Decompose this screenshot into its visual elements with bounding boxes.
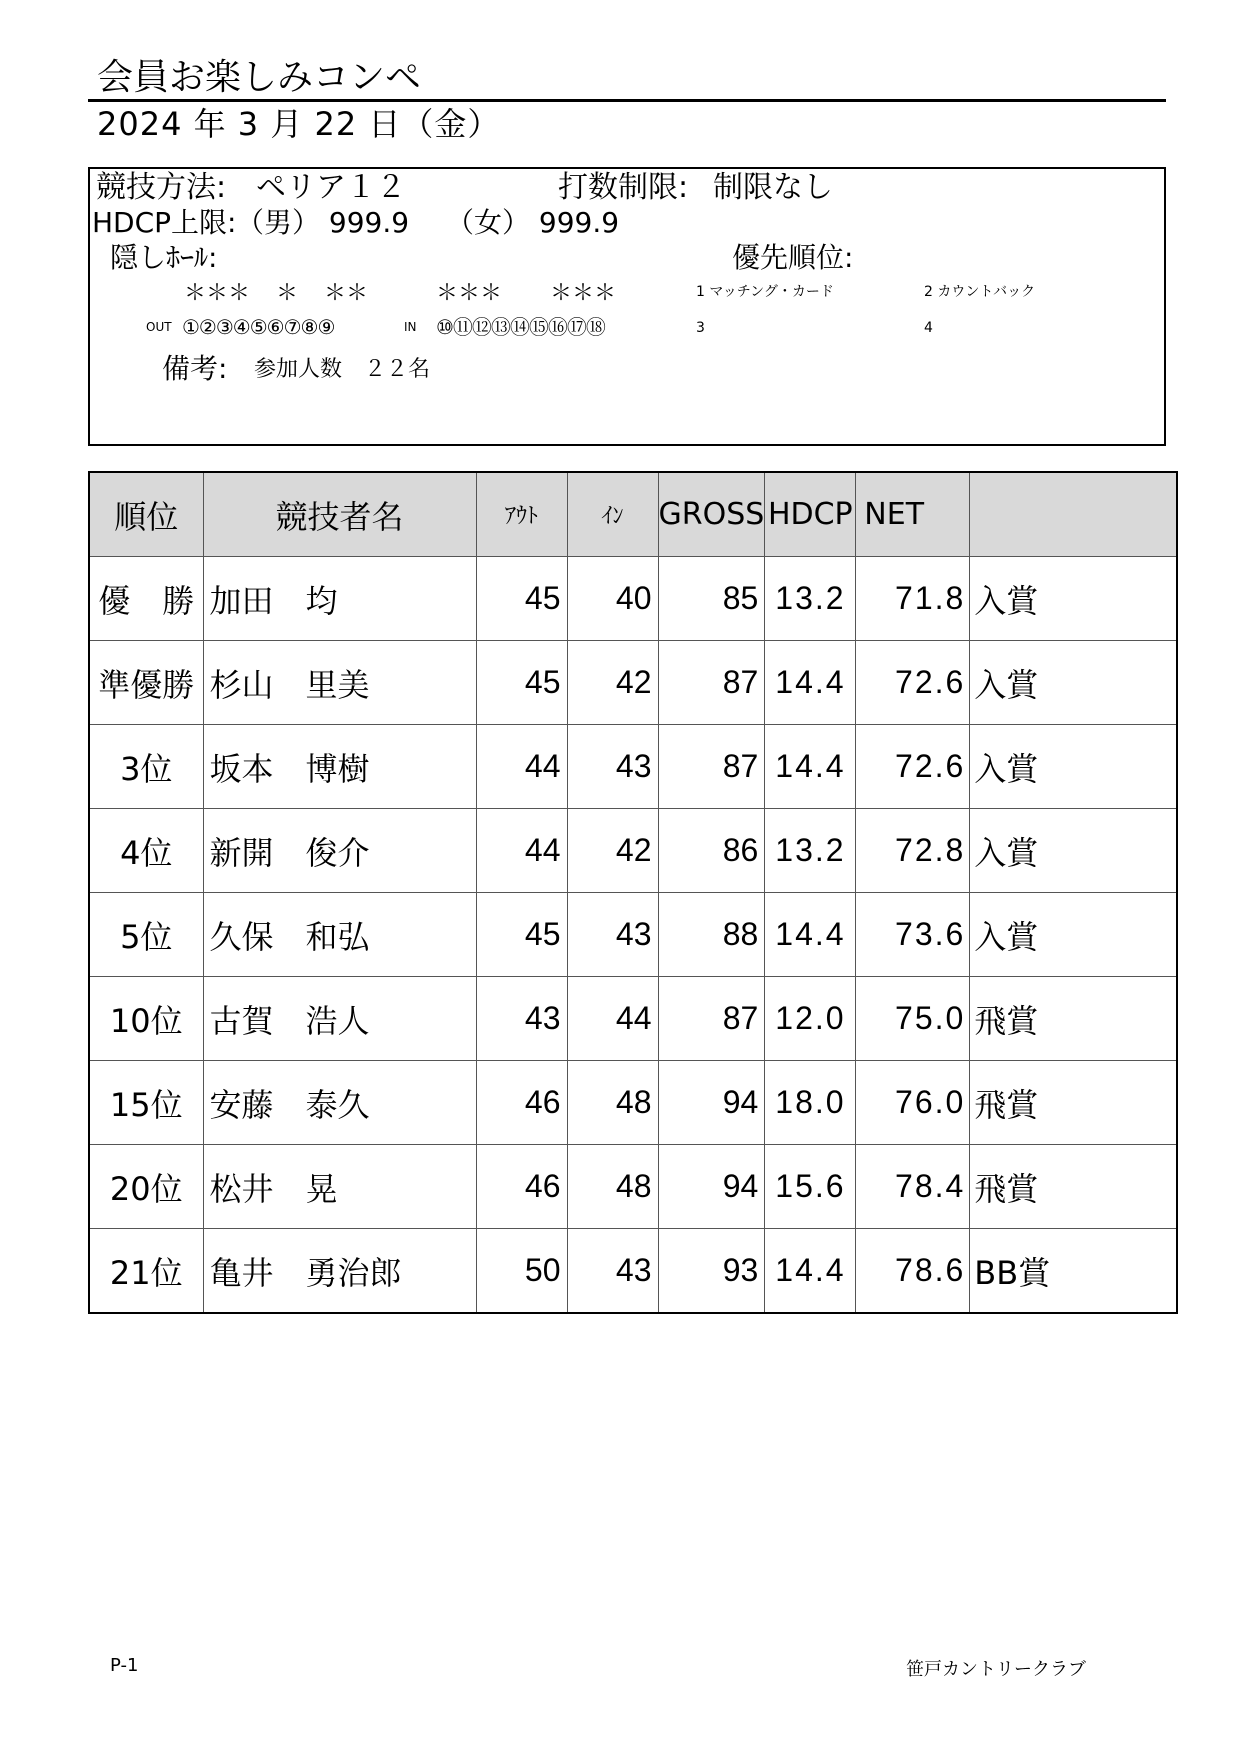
cell-name: 亀井 勇治郎 — [203, 1229, 476, 1314]
priority-label: 優先順位: — [732, 241, 854, 274]
cell-gross: 85 — [658, 557, 765, 641]
cell-prize: BB賞 — [970, 1229, 1177, 1314]
cell-net: 73.6 — [856, 893, 970, 977]
cell-out: 50 — [476, 1229, 567, 1314]
cell-in: 48 — [567, 1061, 658, 1145]
cell-hdcp: 14.4 — [765, 725, 856, 809]
competition-info-box — [88, 167, 1166, 446]
cell-in: 43 — [567, 725, 658, 809]
cell-rank: 4位 — [89, 809, 203, 893]
hidden-stars-out-3: ＊＊ — [324, 281, 369, 306]
cell-rank: 15位 — [89, 1061, 203, 1145]
cell-in: 43 — [567, 893, 658, 977]
cell-net: 72.8 — [856, 809, 970, 893]
header-prize — [970, 472, 1177, 557]
page-number: P-1 — [110, 1655, 139, 1676]
cell-net: 76.0 — [856, 1061, 970, 1145]
cell-out: 45 — [476, 557, 567, 641]
header-in: ｲﾝ — [567, 472, 658, 557]
priority-3: 3 — [696, 320, 705, 336]
cell-gross: 86 — [658, 809, 765, 893]
hidden-stars-out-2: ＊ — [276, 281, 299, 306]
cell-out: 45 — [476, 893, 567, 977]
table-row — [89, 1145, 1177, 1229]
header-gross: GROSS — [658, 472, 765, 557]
table-row — [89, 977, 1177, 1061]
cell-rank: 10位 — [89, 977, 203, 1061]
cell-in: 44 — [567, 977, 658, 1061]
cell-prize: 飛賞 — [970, 1061, 1177, 1145]
hdcp-limit-label: HDCP上限: — [92, 206, 237, 239]
table-row — [89, 1229, 1177, 1314]
strokes-label: 打数制限: — [558, 170, 689, 205]
cell-rank: 5位 — [89, 893, 203, 977]
cell-net: 72.6 — [856, 725, 970, 809]
cell-gross: 88 — [658, 893, 765, 977]
priority-4: 4 — [924, 320, 933, 336]
header-out: ｱｳﾄ — [476, 472, 567, 557]
in-holes: ⑩⑪⑫⑬⑭⑮⑯⑰⑱ — [436, 315, 605, 339]
hidden-stars-out-1: ＊＊＊ — [184, 281, 251, 306]
cell-name: 古賀 浩人 — [203, 977, 476, 1061]
cell-prize: 入賞 — [970, 809, 1177, 893]
cell-gross: 87 — [658, 725, 765, 809]
table-row — [89, 641, 1177, 725]
cell-name: 安藤 泰久 — [203, 1061, 476, 1145]
cell-name: 坂本 博樹 — [203, 725, 476, 809]
cell-name: 加田 均 — [203, 557, 476, 641]
method-value: ペリア１２ — [256, 170, 406, 205]
event-date: 2024 年 3 月 22 日（金） — [97, 105, 501, 143]
cell-net: 72.6 — [856, 641, 970, 725]
cell-out: 44 — [476, 725, 567, 809]
priority-1: 1 マッチング・カード — [696, 284, 834, 300]
cell-prize: 入賞 — [970, 641, 1177, 725]
method-label: 競技方法: — [96, 170, 227, 205]
cell-in: 40 — [567, 557, 658, 641]
results-table — [88, 471, 1178, 1314]
cell-prize: 飛賞 — [970, 977, 1177, 1061]
cell-out: 45 — [476, 641, 567, 725]
out-label: OUT — [146, 320, 172, 334]
remarks-label: 備考: — [162, 352, 228, 385]
title-underline — [88, 99, 1166, 102]
cell-gross: 94 — [658, 1061, 765, 1145]
table-row — [89, 809, 1177, 893]
cell-hdcp: 14.4 — [765, 1229, 856, 1314]
table-row — [89, 557, 1177, 641]
cell-rank: 21位 — [89, 1229, 203, 1314]
cell-net: 78.6 — [856, 1229, 970, 1314]
cell-net: 75.0 — [856, 977, 970, 1061]
table-header-row — [89, 472, 1177, 557]
cell-hdcp: 14.4 — [765, 893, 856, 977]
out-holes: ①②③④⑤⑥⑦⑧⑨ — [182, 315, 335, 339]
cell-name: 杉山 里美 — [203, 641, 476, 725]
cell-hdcp: 18.0 — [765, 1061, 856, 1145]
cell-hdcp: 14.4 — [765, 641, 856, 725]
hdcp-limit-male: （男） 999.9 — [236, 206, 410, 239]
priority-2: 2 カウントバック — [924, 284, 1036, 300]
header-net: NET — [856, 472, 970, 557]
header-hdcp: HDCP — [765, 472, 856, 557]
page-title: 会員お楽しみコンペ — [97, 57, 422, 98]
hidden-stars-in-1: ＊＊＊ — [436, 281, 503, 306]
table-row — [89, 1061, 1177, 1145]
cell-rank: 20位 — [89, 1145, 203, 1229]
cell-name: 久保 和弘 — [203, 893, 476, 977]
cell-prize: 入賞 — [970, 557, 1177, 641]
cell-gross: 87 — [658, 641, 765, 725]
in-label: IN — [404, 320, 417, 334]
cell-prize: 飛賞 — [970, 1145, 1177, 1229]
cell-hdcp: 15.6 — [765, 1145, 856, 1229]
cell-net: 71.8 — [856, 557, 970, 641]
cell-net: 78.4 — [856, 1145, 970, 1229]
cell-out: 44 — [476, 809, 567, 893]
cell-name: 新開 俊介 — [203, 809, 476, 893]
cell-out: 46 — [476, 1061, 567, 1145]
cell-hdcp: 13.2 — [765, 809, 856, 893]
table-row — [89, 725, 1177, 809]
cell-rank: 3位 — [89, 725, 203, 809]
cell-hdcp: 12.0 — [765, 977, 856, 1061]
cell-in: 48 — [567, 1145, 658, 1229]
cell-out: 43 — [476, 977, 567, 1061]
cell-in: 42 — [567, 809, 658, 893]
cell-prize: 入賞 — [970, 725, 1177, 809]
cell-rank: 優 勝 — [89, 557, 203, 641]
club-name: 笹戸カントリークラブ — [906, 1659, 1086, 1680]
cell-out: 46 — [476, 1145, 567, 1229]
cell-hdcp: 13.2 — [765, 557, 856, 641]
cell-name: 松井 晃 — [203, 1145, 476, 1229]
cell-gross: 94 — [658, 1145, 765, 1229]
remarks-value: 参加人数 ２２名 — [254, 357, 431, 382]
header-name: 競技者名 — [203, 472, 476, 557]
hidden-holes-label: 隠しﾎｰﾙ: — [110, 241, 218, 274]
table-row — [89, 893, 1177, 977]
cell-in: 43 — [567, 1229, 658, 1314]
cell-prize: 入賞 — [970, 893, 1177, 977]
header-rank: 順位 — [89, 472, 203, 557]
cell-gross: 87 — [658, 977, 765, 1061]
cell-rank: 準優勝 — [89, 641, 203, 725]
cell-gross: 93 — [658, 1229, 765, 1314]
strokes-value: 制限なし — [713, 170, 833, 205]
hidden-stars-in-2: ＊＊＊ — [550, 281, 617, 306]
cell-in: 42 — [567, 641, 658, 725]
hdcp-limit-female: （女） 999.9 — [446, 206, 620, 239]
